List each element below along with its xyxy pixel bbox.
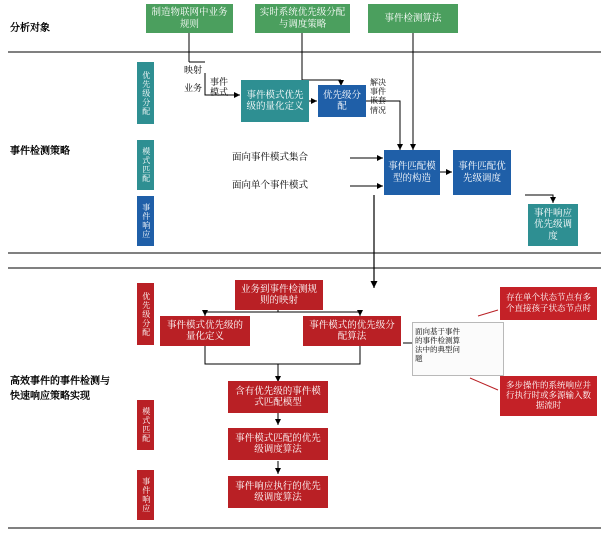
label-nested-events: 解决事件嵌套情况 bbox=[370, 78, 386, 115]
label-event-pattern: 事件模式 bbox=[209, 78, 228, 99]
label-mapping: 映射 bbox=[183, 66, 202, 76]
tab-event-response-lower[interactable]: 事件响应 bbox=[137, 470, 154, 520]
top-box-manufacturing-rules[interactable]: 制造物联网中业务规则 bbox=[146, 4, 233, 33]
tab-pattern-matching-lower[interactable]: 模式匹配 bbox=[137, 400, 154, 450]
node-response-priority-scheduling[interactable]: 事件响应优先级调度 bbox=[528, 204, 578, 246]
note-single-state-node[interactable]: 存在单个状态节点有多个直接孩子状态节点时 bbox=[500, 287, 597, 320]
node-response-scheduling-algorithm[interactable]: 事件响应执行的优先级调度算法 bbox=[228, 476, 328, 508]
section-label-efficient-impl-line2: 快速响应策略实现 bbox=[10, 391, 90, 402]
node-quantitative-definition[interactable]: 事件模式优先级的量化定义 bbox=[241, 80, 309, 122]
note-typical-problem: 面向基于事件的事件检测算法中的典型问题 bbox=[415, 327, 460, 363]
node-match-priority-scheduling[interactable]: 事件匹配优先级调度 bbox=[453, 150, 511, 195]
section-label-efficient-impl-line1: 高效事件的事件检测与 bbox=[10, 376, 110, 387]
node-quantitative-definition-lower[interactable]: 事件模式优先级的量化定义 bbox=[160, 316, 250, 346]
label-business: 业务 bbox=[183, 84, 202, 94]
node-business-to-rule-mapping[interactable]: 业务到事件检测规则的映射 bbox=[235, 280, 323, 310]
tab-event-response-upper[interactable]: 事件响应 bbox=[137, 196, 154, 246]
top-box-realtime-priority-policy[interactable]: 实时系统优先级分配与调度策略 bbox=[255, 4, 350, 33]
top-box-event-detection-algorithm[interactable]: 事件检测算法 bbox=[368, 4, 458, 33]
node-priority-match-model[interactable]: 含有优先级的事件模式匹配模型 bbox=[228, 381, 328, 413]
node-priority-assignment[interactable]: 优先级分配 bbox=[318, 85, 366, 117]
tab-priority-assignment-lower[interactable]: 优先级分配 bbox=[137, 283, 154, 345]
label-pattern-set: 面向事件模式集合 bbox=[232, 152, 309, 163]
section-label-detection-strategy: 事件检测策略 bbox=[10, 146, 70, 157]
section-label-analysis-target: 分析对象 bbox=[10, 23, 50, 34]
node-match-scheduling-algorithm[interactable]: 事件模式匹配的优先级调度算法 bbox=[228, 428, 328, 460]
node-priority-assignment-algorithm[interactable]: 事件模式的优先级分配算法 bbox=[303, 316, 401, 346]
node-event-match-model[interactable]: 事件匹配模型的构造 bbox=[384, 150, 440, 195]
label-single-pattern: 面向单个事件模式 bbox=[232, 180, 309, 191]
tab-priority-assignment-upper[interactable]: 优先级分配 bbox=[137, 62, 154, 124]
tab-pattern-matching-upper[interactable]: 模式匹配 bbox=[137, 140, 154, 190]
note-multistep-response[interactable]: 多步操作的系统响应并行执行时或多源输入数据流时 bbox=[500, 376, 597, 416]
